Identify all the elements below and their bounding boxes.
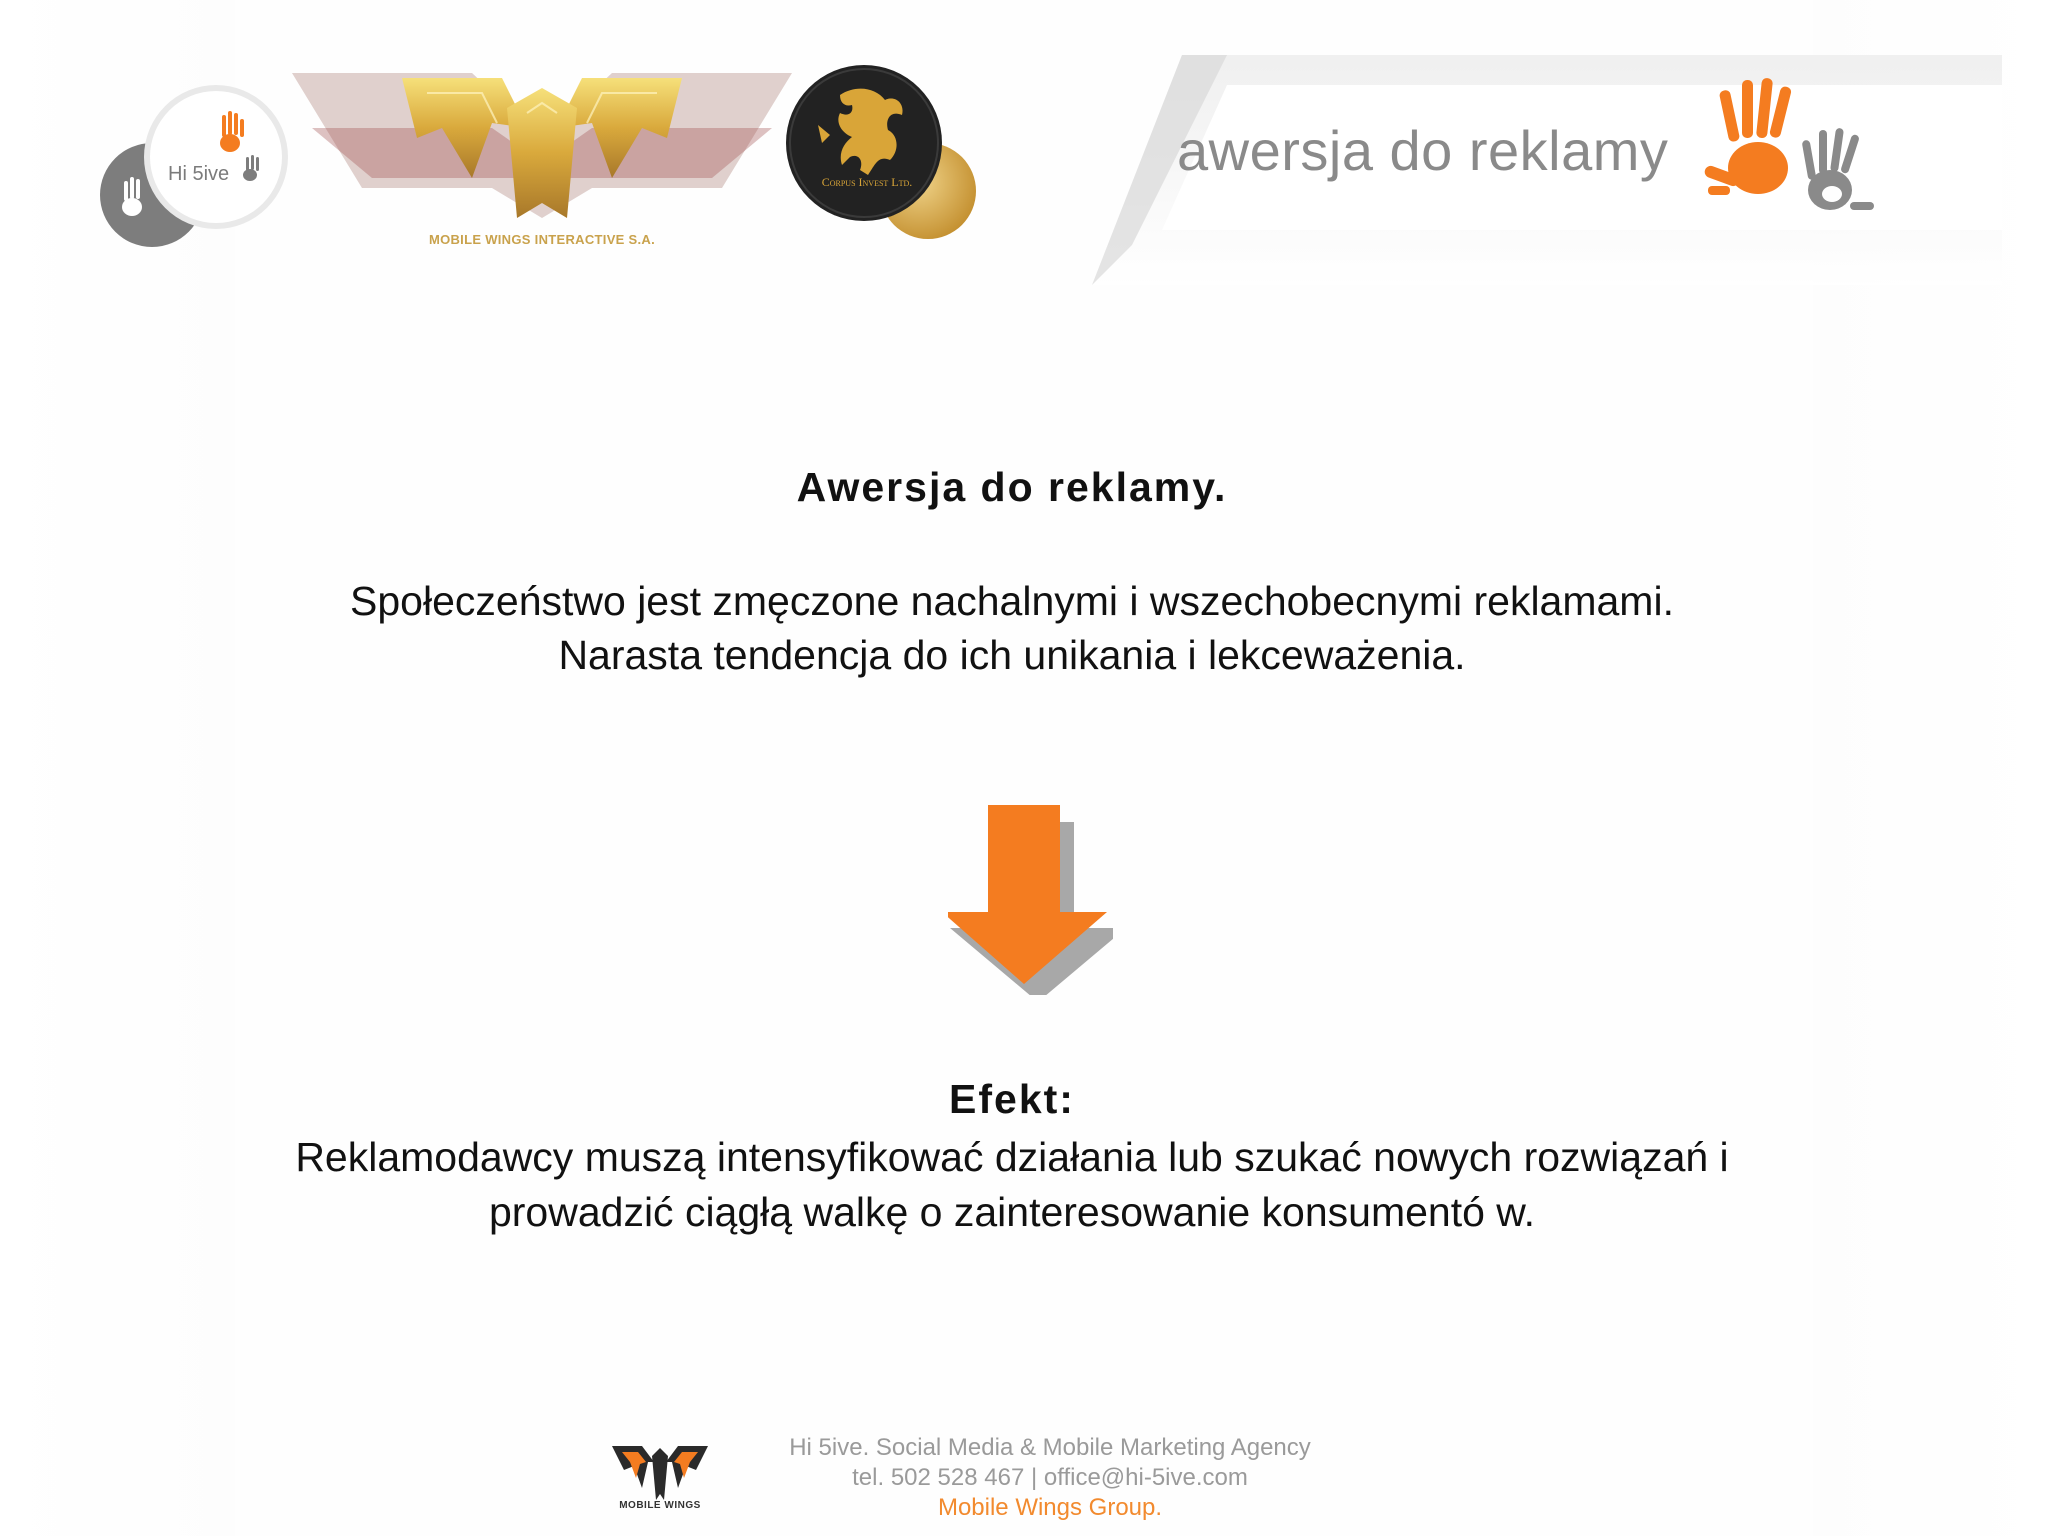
griffin-emblem-icon xyxy=(780,65,980,250)
footer-group-line: Mobile Wings Group. xyxy=(937,1494,1163,1521)
header-title: awersja do reklamy xyxy=(1177,119,1669,182)
arrow-down-icon xyxy=(948,800,1113,995)
corpus-invest-logo xyxy=(780,65,980,250)
footer-logo-label: MOBILE WINGS xyxy=(619,1500,701,1511)
wings-emblem-icon xyxy=(292,68,792,258)
corpus-invest-label: Corpus Invest Ltd. xyxy=(821,175,913,189)
body-text-line-1: Społeczeństwo jest zmęczone nachalnymi i wszechobecnymi reklamami. xyxy=(350,578,1674,624)
hi5ive-logo-text: Hi 5ive xyxy=(168,163,230,185)
effect-text-line-1: Reklamodawcy muszą intensyfikować działania lub szukać nowych rozwiązań i xyxy=(295,1134,1729,1180)
hi5ive-logo xyxy=(100,85,300,255)
slide-heading: Awersja do reklamy. xyxy=(796,464,1228,510)
hand-print-icon xyxy=(1700,70,1880,230)
footer-agency-line: Hi 5ive. Social Media & Mobile Marketing Agency xyxy=(789,1434,1311,1461)
mobile-wings-interactive-logo xyxy=(292,68,792,258)
body-text-line-2: Narasta tendencja do ich unikania i lekceważenia. xyxy=(558,632,1466,678)
effect-heading: Efekt: xyxy=(949,1076,1075,1122)
footer-contact-line[interactable]: tel. 502 528 467 | office@hi-5ive.com xyxy=(852,1464,1248,1491)
mobile-wings-interactive-label: MOBILE WINGS INTERACTIVE S.A. xyxy=(428,232,656,247)
effect-text-line-2: prowadzić ciągłą walkę o zainteresowanie konsumentó w. xyxy=(488,1189,1536,1235)
